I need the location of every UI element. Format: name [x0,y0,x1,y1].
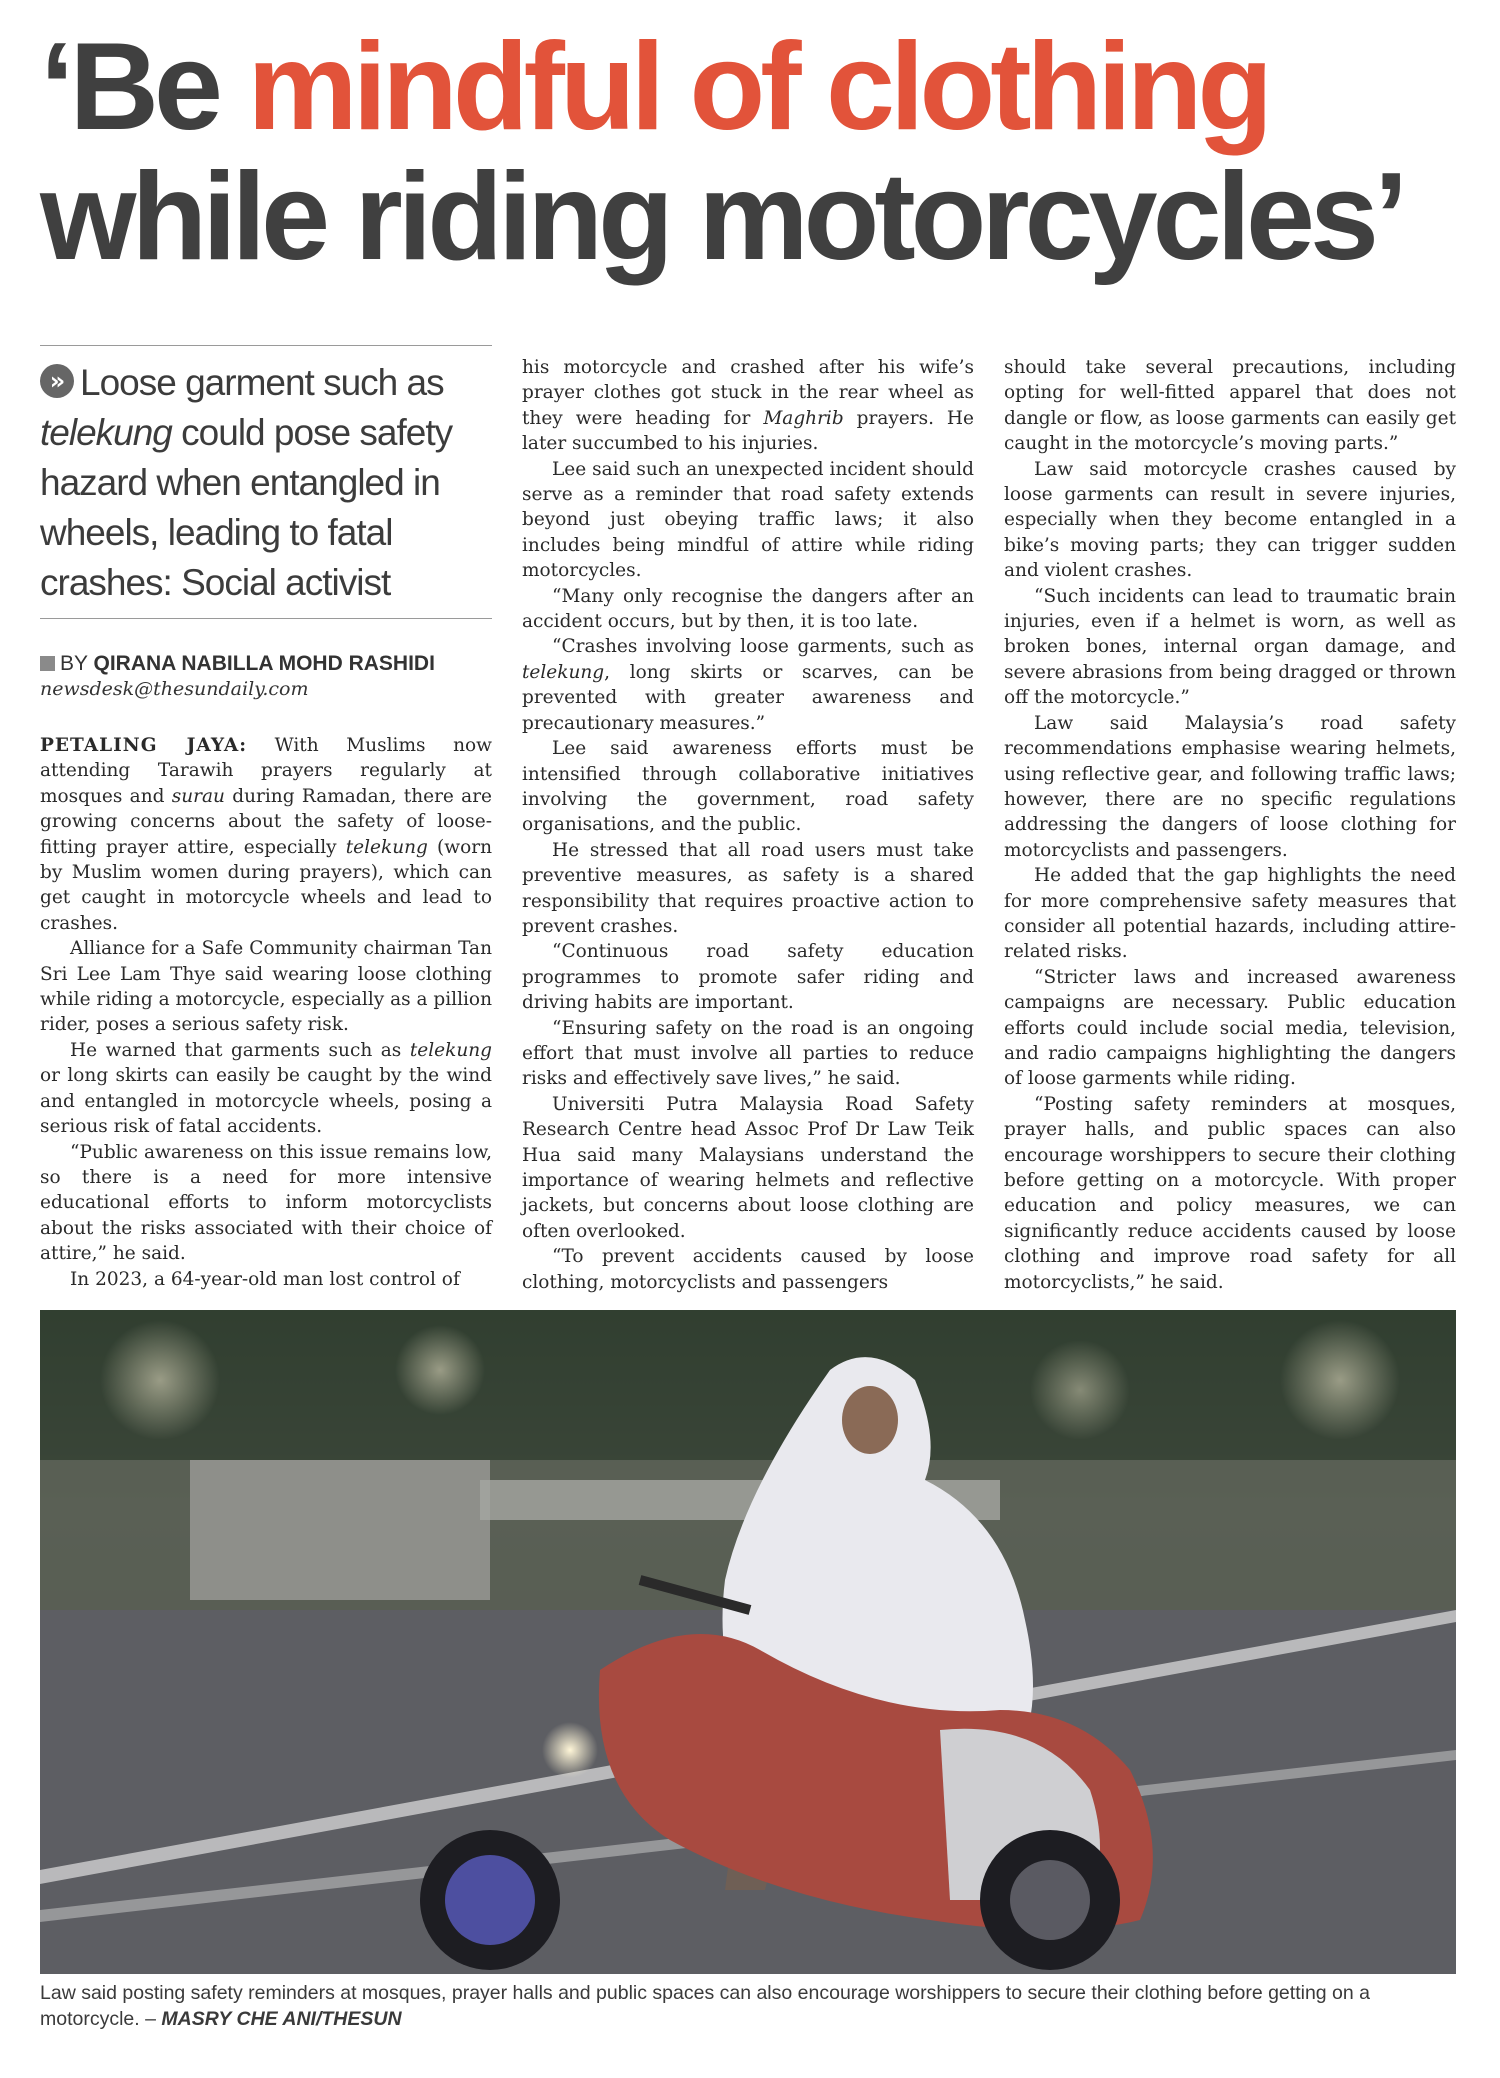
text: prayers. He later succumbed to his injuries. [522,407,974,455]
paragraph: Alliance for a Safe Community chairman Tan Sri Lee Lam Thye said wearing loose clothing while riding a motorcycle, especially as a pillion rider, poses a serious safety risk. [40,938,492,1036]
text: With Muslims now attending Tarawih prayers regularly at mosques and [40,735,492,807]
byline-prefix: BY [60,652,88,675]
text: He warned that garments such as [70,1039,410,1061]
paragraph: should take several precautions, including opting for well-fitted apparel that does not dangle or flow, as loose garments can easily get caught in the motorcycle’s moving parts.” [1004,357,1456,455]
paragraph: “Stricter laws and increased awareness campaigns are necessary. Public education efforts could include social media, television, and radio campaigns highlighting the dangers of loose garments while riding. [1004,966,1456,1090]
headline-line-2: while riding motorcycles’ [40,148,1404,286]
paragraph: Universiti Putra Malaysia Road Safety Research Centre head Assoc Prof Dr Law Teik Hua said many Malaysians understand the importance of wearing helmets and reflective jackets, but concerns about loose clothing are often overlooked. [522,1093,974,1242]
headline-prefix: ‘Be [40,18,248,156]
caption-text: Law said posting safety reminders at mosques, prayer halls and public spaces can also encourage worshippers to secure their clothing before getting on a motorcycle. – [40,1982,1371,2030]
byline-square-icon [40,656,55,671]
text: (worn by Muslim women during prayers), which can get caught in motorcycle wheels and lead to crashes. [40,836,492,934]
photo-caption [40,1980,1460,2032]
text: Maghrib [763,407,844,429]
paragraph: He added that the gap highlights the need for more comprehensive safety measures that consider all potential hazards, including attire-related risks. [1004,865,1456,963]
paragraph: “To prevent accidents caused by loose clothing, motorcyclists and passengers [522,1246,974,1293]
text: “Crashes involving loose garments, such as [552,636,974,658]
headline-line-1 [40,18,1480,156]
paragraph: “Many only recognise the dangers after an accident occurs, but by then, it is too late. [522,585,974,633]
text: telekung [522,661,605,683]
headline-accent: mindful of clothing [247,18,1269,156]
paragraph: Law said Malaysia’s road safety recommendations emphasise wearing helmets, using reflective gear, and following traffic laws; however, there are no specific regulations addressing the dangers of loose clothing for motorcyclists and passengers. [1004,712,1456,861]
paragraph: Lee said such an unexpected incident should serve as a reminder that road safety extends beyond just obeying traffic laws; it also includes being mindful of attire while riding motorcycles. [522,458,974,582]
photo-illustration [40,1310,1456,1974]
text: telekung [409,1039,492,1061]
headline [40,18,1480,286]
paragraph: Lee said awareness efforts must be intensified through collaborative initiatives involving the government, road safety organisations, and the public. [522,738,974,836]
paragraph [40,1038,492,1140]
dateline: PETALING JAYA: [40,735,248,756]
text: surau [171,785,225,807]
divider-top [40,345,492,346]
paragraph: In 2023, a 64-year-old man lost control of [70,1268,460,1290]
text: his motorcycle and crashed after his wife’s prayer clothes got stuck in the rear wheel as they were heading for [522,357,974,429]
paragraph: “Posting safety reminders at mosques, prayer halls, and public spaces can also encourage worshippers to secure their clothing before getting on a motorcycle. With proper education and policy measures, we can significantly reduce accidents caused by loose clothing and improve road safety for all motorcyclists,” he said. [1004,1093,1456,1293]
text: or long skirts can easily be caught by the wind and entangled in motorcycle wheels, posing a serious risk of fatal accidents. [40,1065,492,1138]
article-column-2 [522,355,974,1295]
divider-bottom [40,618,492,619]
paragraph: Law said motorcycle crashes caused by loose garments can result in severe injuries, especially when they become entangled in a bike’s moving parts; they can trigger sudden and violent crashes. [1004,458,1456,582]
article-column-1 [40,733,492,1292]
paragraph [522,355,974,457]
byline-email: newsdesk@thesundaily.com [40,678,309,700]
article-column-3 [1004,355,1456,1295]
caption-credit: MASRY CHE ANI/THESUN [161,2008,402,2030]
paragraph: He stressed that all road users must take preventive measures, as safety is a shared responsibility that requires proactive action to prevent crashes. [522,839,974,937]
paragraph: “Continuous road safety education programmes to promote safer riding and driving habits are important. [522,941,974,1014]
text: during Ramadan, there are growing concerns about the safety of loose-fitting prayer attire, especially [40,785,492,858]
standfirst-italic: telekung [40,412,172,453]
standfirst-before: Loose garment such as [80,362,444,403]
paragraph [40,733,492,936]
paragraph: “Public awareness on this issue remains low, so there is a need for more intensive educational efforts to inform motorcyclists about the risks associated with their choice of attire,” he said. [40,1141,492,1265]
standfirst [40,358,492,608]
article-photo [40,1310,1456,1974]
double-chevron-right-icon: » [40,364,74,398]
byline [40,652,492,676]
text: telekung [345,836,428,858]
standfirst-after: could pose safety hazard when entangled in wheels, leading to fatal crashes: Social activist [40,412,453,603]
paragraph: “Such incidents can lead to traumatic brain injuries, even if a helmet is worn, as well as broken bones, internal organ damage, and severe abrasions from being dragged or thrown off the motorcycle.” [1004,585,1456,709]
paragraph: “Ensuring safety on the road is an ongoing effort that must involve all parties to reduce risks and effectively save lives,” he said. [522,1017,974,1090]
text: , long skirts or scarves, can be prevented with greater awareness and precautionary measures.” [522,661,974,734]
byline-author: QIRANA NABILLA MOHD RASHIDI [93,652,435,675]
paragraph [522,634,974,736]
